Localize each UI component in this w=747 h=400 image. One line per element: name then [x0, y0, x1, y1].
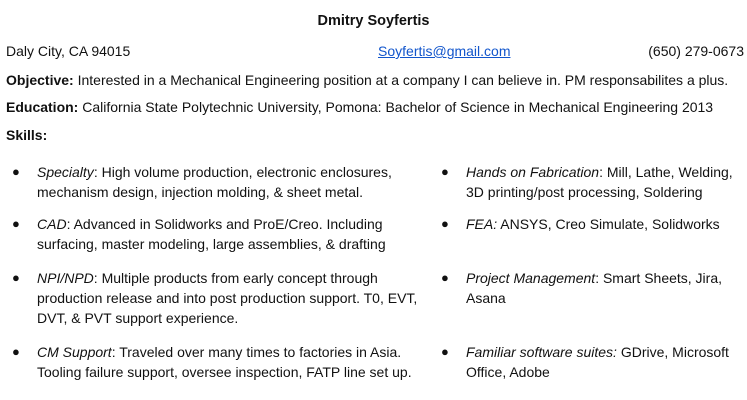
skill-title: NPI/NPD [37, 270, 94, 286]
skill-item [441, 162, 733, 202]
skill-text: NPI/NPD: Multiple products from early concept through production release and into post production support. T0, EVT, DVT, & PVT support experience. [37, 270, 418, 326]
bullet-icon: ● [441, 164, 449, 179]
skill-title: FEA: [466, 216, 498, 232]
bullet-icon: ● [12, 270, 20, 285]
education-text: California State Polytechnic University, Pomona: Bachelor of Science in Mechanical Engineering 2013 [82, 99, 714, 115]
skill-text: CAD: Advanced in Solidworks and ProE/Creo. Including surfacing, master modeling, large assemblies, & drafting [37, 216, 386, 252]
skills-label: Skills: [6, 127, 48, 143]
education-label: Education: [6, 99, 79, 115]
skill-text: Project Management: Smart Sheets, Jira, Asana [466, 270, 723, 306]
skill-title: Project Management [466, 270, 596, 286]
skills-heading [6, 127, 47, 143]
contact-row [6, 43, 744, 59]
objective-label: Objective: [6, 72, 74, 88]
skill-text: FEA: ANSYS, Creo Simulate, Solidworks [466, 216, 720, 232]
skill-item [441, 342, 729, 382]
skill-item [12, 162, 392, 202]
bullet-icon: ● [441, 270, 449, 285]
bullet-icon: ● [441, 344, 449, 359]
bullet-icon: ● [441, 216, 449, 231]
bullet-icon: ● [12, 216, 20, 231]
bullet-icon: ● [12, 344, 20, 359]
skill-text: Hands on Fabrication: Mill, Lathe, Welding, 3D printing/post processing, Soldering [466, 164, 733, 200]
skill-item [12, 268, 417, 328]
location-text: Daly City, CA 94015 [6, 43, 131, 59]
skill-text: Specialty: High volume production, electronic enclosures, mechanism design, injection molding, & sheet metal. [37, 164, 392, 200]
skill-title: Familiar software suites: [466, 344, 617, 360]
skill-title: Hands on Fabrication [466, 164, 600, 180]
skill-title: CAD [37, 216, 67, 232]
objective-text: Interested in a Mechanical Engineering position at a company I can believe in. PM responsabilites a plus. [77, 72, 729, 88]
skill-item [441, 268, 722, 308]
phone-text: (650) 279-0673 [648, 43, 744, 59]
education-line [6, 99, 713, 115]
skill-text: Familiar software suites: GDrive, Microsoft Office, Adobe [466, 344, 729, 380]
skill-item [12, 214, 386, 254]
bullet-icon: ● [12, 164, 20, 179]
skill-item [12, 342, 412, 382]
resume-name: Dmitry Soyfertis [317, 13, 430, 29]
skill-title: Specialty [37, 164, 94, 180]
objective-line [6, 72, 728, 88]
skill-item [441, 214, 720, 234]
skill-title: CM Support [37, 344, 112, 360]
skill-text: CM Support: Traveled over many times to factories in Asia. Tooling failure support, oversee inspection, FATP line set up. [37, 344, 412, 380]
email-link[interactable]: Soyfertis@gmail.com [378, 43, 511, 59]
